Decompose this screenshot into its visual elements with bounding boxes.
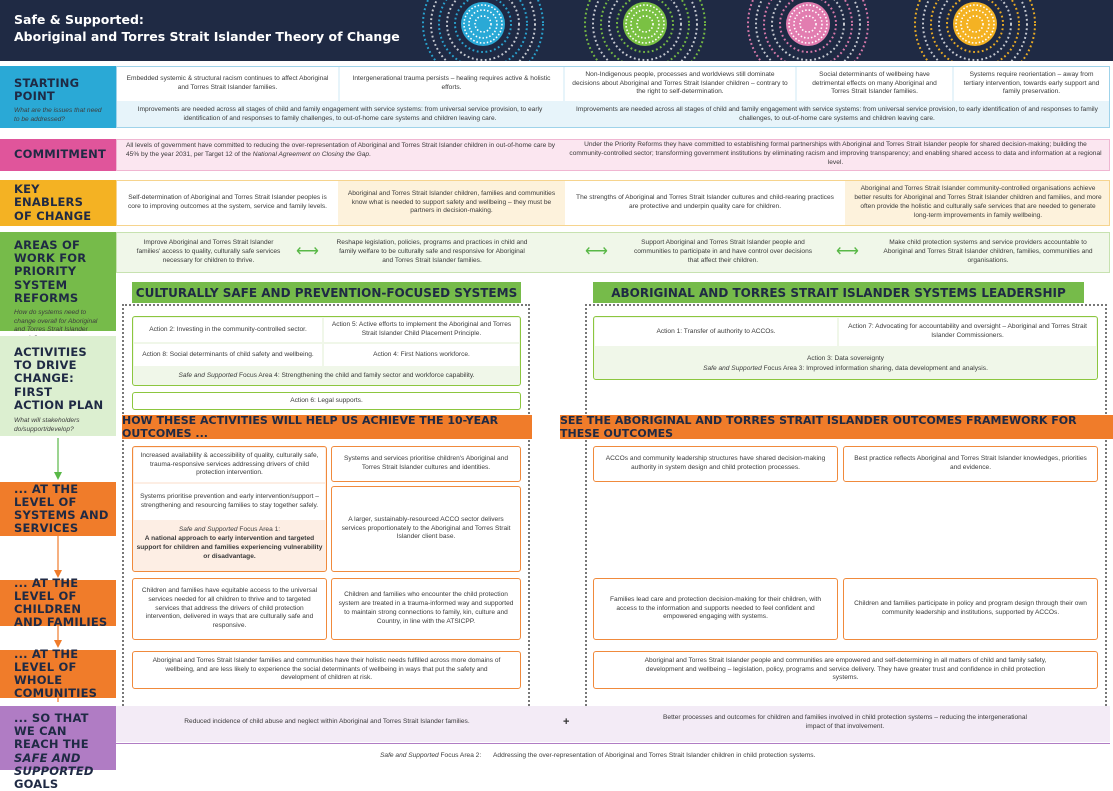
communities-level-label (0, 646, 116, 701)
children-level-title: ... AT THE LEVEL OF CHILDREN AND FAMILIES (14, 575, 108, 630)
improvements-left: Improvements are needed across all stages of child and family engagement with service systems: from universal service provision, to early identification of and responses to family challenges, to out-of-home care systems and children leaving care. (137, 106, 543, 122)
issue-social-determinants: Social determinants of wellbeing have detrimental effects on many Aboriginal and Torres Strait Islander families. (797, 67, 952, 101)
focus-area-4-text: Focus Area 4: Strengthening the child and family sector and workforce capability. (237, 372, 475, 379)
key-enablers-title: KEY ENABLERS OF CHANGE (14, 182, 92, 223)
bidirectional-arrow-3: ⟷ (836, 243, 859, 260)
issue-racism: Embedded systemic & structural racism continues to affect Aboriginal and Torres Strait Islander families. (117, 67, 338, 101)
goals-title (14, 712, 109, 791)
area-reshape: Reshape legislation, policies, programs and practices in child and family welfare to be culturally safe and responsive for Aboriginal and Torres Strait Islander families. (336, 239, 528, 264)
goals-title-italic: SAFE AND SUPPORTED (14, 750, 94, 778)
systems-level-label (0, 482, 116, 536)
focus-area-1 (134, 526, 325, 562)
outcome-accessible-services: Increased availability & accessibility of quality, culturally safe, trauma-responsive services addressing drivers of child protection intervention. (134, 448, 325, 482)
enabler-cultural-strengths: The strengths of Aboriginal and Torres Strait Islander cultures and child-rearing practices are protective and underpin quality care for children. (565, 181, 845, 225)
issue-trauma: Intergenerational trauma persists – healing requires active & holistic efforts. (340, 67, 563, 101)
areas-of-work-question: How do systems need to change overall for Aboriginal and Torres Strait Islander (14, 309, 98, 334)
focus-area-4-italic: Safe and Supported (178, 372, 238, 379)
outcome-families-lead: Families lead care and protection decision-making for their children, with access to the information and supports needed to feel confident and empowered engaging with systems. (593, 578, 838, 640)
goals-plus: + (563, 716, 570, 728)
culturally-safe-systems-heading: CULTURALLY SAFE AND PREVENTION-FOCUSED SYSTEMS (132, 282, 521, 303)
commitment-target (126, 142, 556, 160)
dot-art-disc (461, 2, 505, 46)
children-level-label (0, 575, 116, 630)
commitment-title: COMMITMENT (14, 147, 106, 162)
dot-art-disc (623, 2, 667, 46)
goals-label (0, 706, 116, 791)
commitment-target-text: All levels of government have committed to reducing the over-representation of Aboriginal and Torres Strait Islander children in out-of-home care by 45% by the year 2031, per Target 12 of the (126, 142, 556, 158)
bidirectional-arrow-1: ⟷ (296, 243, 319, 260)
enabler-accos: Aboriginal and Torres Strait Islander community-controlled organisations achieve better results for Aboriginal and Torres Strait Islander children and families, and more often provide the holistic and culturally safe services that are needed to generate long-term improvements in family wellbeing. (854, 185, 1102, 219)
focus-area-2 (380, 752, 980, 761)
header-banner (0, 0, 1113, 61)
outcome-empowered-communities: Aboriginal and Torres Strait Islander people and communities are empowered and self-determining in all matters of child and family safety, development and wellbeing – legislation, policy, programs and service delivery. They have greater trust and confidence in child protection systems. (593, 651, 1098, 689)
action-4: Action 4: First Nations workforce. (324, 344, 519, 366)
area-accountable: Make child protection systems and service providers accountable to Aboriginal and Torres Strait Islander children, families, communities and organisations. (883, 239, 1093, 264)
outcome-prevention: Systems prioritise prevention and early intervention/support – strengthening and resourcing families to stay together safely. (134, 484, 325, 520)
focus-area-1-label: Focus Area 1: (237, 526, 281, 533)
systems-level-title: ... AT THE LEVEL OF SYSTEMS AND SERVICES (14, 481, 109, 536)
outcome-shared-decision-making: ACCOs and community leadership structures have shared decision-making authority in system design and child protection processes. (593, 446, 838, 482)
activities-title: ACTIVITIES TO DRIVE CHANGE: FIRST ACTION PLAN (14, 345, 104, 412)
focus-area-3-text: Focus Area 3: Improved information sharing, data development and analysis. (761, 365, 988, 372)
issue-reorientation: Systems require reorientation – away from tertiary intervention, towards early support and family preservation. (954, 67, 1109, 101)
dot-art-disc (786, 2, 830, 46)
page-title-line2: Aboriginal and Torres Strait Islander Theory of Change (14, 28, 400, 44)
commitment-priority-reforms: Under the Priority Reforms they have committed to establishing formal partnerships with Aboriginal and Torres Strait Islander people for shared decision-making; building the community-controlled sector; transforming government institutions by eliminating racism and improving transparency; and enabling shared access to data and information at a regional level. (569, 141, 1102, 166)
outcomes-heading-right: SEE THE ABORIGINAL AND TORRES STRAIT ISLANDER OUTCOMES FRAMEWORK FOR THESE OUTCOMES (560, 415, 1113, 439)
focus-area-3 (595, 365, 1096, 374)
outcome-cultures-identities: Systems and services prioritise children's Aboriginal and Torres Strait Islander cultures and identities. (331, 446, 521, 482)
outcome-best-practice: Best practice reflects Aboriginal and Torres Strait Islander knowledges, priorities and evidence. (843, 446, 1098, 482)
outcome-trauma-informed: Children and families who encounter the child protection system are treated in a trauma-informed way and supported to maintain strong connections to family, kin, culture and Country, in line with the ATSICPP. (331, 578, 521, 640)
action-8: Action 8: Social determinants of child safety and wellbeing. (134, 344, 322, 366)
page-title-line1: Safe & Supported: (14, 12, 144, 27)
action-6: Action 6: Legal supports. (132, 392, 521, 410)
goals-title-post: GOALS (14, 777, 59, 791)
focus-area-2-italic: Safe and Supported (380, 752, 439, 759)
focus-area-1-text: A national approach to early intervention and targeted support for children and families experiencing vulnerability or disadvantage. (136, 534, 323, 560)
action-7: Action 7: Advocating for accountability and oversight – Aboriginal and Torres Strait Islander Commissioners. (839, 318, 1096, 346)
commitment-target-end: . (369, 150, 371, 158)
improvements-right: Improvements are needed across all stages of child and family engagement with service systems: from universal service provision, to early identification of and responses to family challenges, to out-of-home care systems and children leaving care. (576, 106, 1098, 122)
communities-level-title: ... AT THE LEVEL OF WHOLE COMUNITIES (14, 646, 98, 701)
goals-title-pre: ... SO THAT WE CAN REACH THE (14, 711, 89, 752)
activities-question: What will stakeholders do/support/develop? (14, 417, 80, 433)
issue-decisions: Non-Indigenous people, processes and worldviews still dominate decisions about Aboriginal and Torres Strait Islander children – contrary to the right to self-determination. (565, 67, 795, 101)
focus-area-1-italic: Safe and Supported (178, 526, 238, 533)
goal-reduced-abuse: Reduced incidence of child abuse and neglect within Aboriginal and Torres Strait Islander families. (184, 718, 470, 725)
goal-better-processes: Better processes and outcomes for children and families involved in child protection systems – reducing the intergenerational impact of that involvement. (663, 714, 1027, 730)
starting-point-title: STARTING POINT (14, 76, 80, 104)
focus-area-4 (134, 372, 519, 381)
starting-point-question: What are the issues that need to be addressed? (14, 107, 102, 123)
closing-the-gap-title: National Agreement on Closing the Gap (252, 150, 370, 158)
action-2: Action 2: Investing in the community-controlled sector. (134, 318, 322, 342)
action-5: Action 5: Active efforts to implement the Aboriginal and Torres Strait Islander Child Placement Principle. (324, 318, 519, 342)
focus-area-2-text: Addressing the over-representation of Aboriginal and Torres Strait Islander children in child protection systems. (493, 752, 816, 759)
enabler-self-determination: Self-determination of Aboriginal and Torres Strait Islander peoples is core to improving outcomes at the system, service and family levels. (117, 181, 338, 225)
outcome-acco-sector: A larger, sustainably-resourced ACCO sector delivers services proportionately to the Aboriginal and Torres Strait Islander client base. (331, 486, 521, 572)
action-3: Action 3: Data sovereignty (807, 355, 884, 362)
area-participate: Support Aboriginal and Torres Strait Islander people and communities to participate in and have control over decisions that affect their children. (633, 239, 813, 264)
dot-art-disc (953, 2, 997, 46)
areas-of-work-title: AREAS OF WORK FOR PRIORITY SYSTEM REFORMS (14, 238, 87, 305)
bidirectional-arrow-2: ⟷ (585, 243, 608, 260)
systems-leadership-heading: ABORIGINAL AND TORRES STRAIT ISLANDER SYSTEMS LEADERSHIP (593, 282, 1084, 303)
outcome-families-participate: Children and families participate in policy and program design through their own community leadership and institutions, supported by ACCOs. (843, 578, 1098, 640)
outcome-equitable-access: Children and families have equitable access to the universal services needed for all children to thrive and to targeted services that address the drivers of child protection intervention, delivered in ways that are culturally safe and responsive. (132, 578, 327, 640)
focus-area-2-label: Focus Area 2: (438, 752, 482, 759)
outcome-holistic-needs: Aboriginal and Torres Strait Islander families and communities have their holistic needs fulfilled across more domains of wellbeing, and are less likely to experience the social determinants of wellbeing in ways that put the safety and development of children at risk. (132, 651, 521, 689)
enabler-partners: Aboriginal and Torres Strait Islander children, families and communities know what is needed to support safety and wellbeing – they must be partners in decision-making. (347, 189, 556, 215)
action-1: Action 1: Transfer of authority to ACCOs. (595, 318, 837, 346)
focus-area-3-italic: Safe and Supported (703, 365, 762, 372)
area-access: Improve Aboriginal and Torres Strait Islander families' access to quality, culturally safe services necessary for children to thrive. (136, 239, 281, 264)
goals-divider (116, 743, 1110, 744)
outcomes-heading-left: HOW THESE ACTIVITIES WILL HELP US ACHIEVE THE 10-YEAR OUTCOMES ... (122, 415, 532, 439)
